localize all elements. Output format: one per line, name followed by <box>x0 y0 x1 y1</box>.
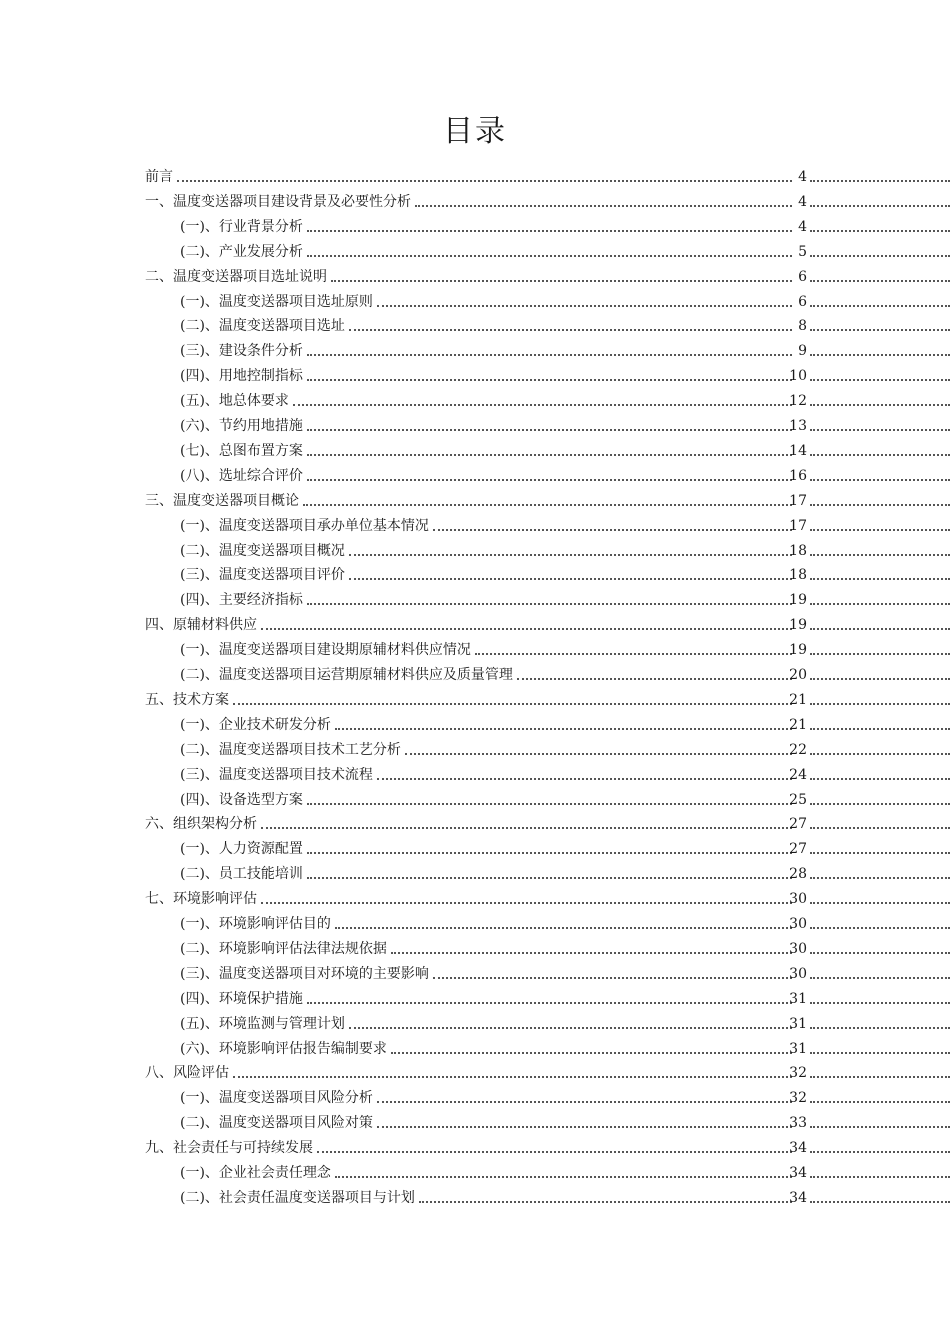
toc-entry[interactable] <box>0 837 950 862</box>
toc-entry-page-number: 9 <box>798 343 807 360</box>
toc-entry-label: (二)、温度变送器项目技术工艺分析 <box>180 741 401 758</box>
toc-trailing-dots <box>810 788 950 805</box>
toc-leader-dots <box>391 1037 792 1054</box>
toc-trailing-dots <box>810 563 950 580</box>
toc-leader-dots <box>307 439 792 456</box>
toc-leader-dots <box>433 514 792 531</box>
toc-entry[interactable] <box>0 688 950 713</box>
toc-entry-label: (二)、员工技能培训 <box>180 866 303 883</box>
toc-trailing-dots <box>810 314 950 331</box>
toc-entry-page-number: 4 <box>798 218 807 235</box>
toc-entry-page-number: 34 <box>789 1165 807 1181</box>
toc-trailing-dots <box>810 688 950 705</box>
toc-entry-label: (四)、设备选型方案 <box>180 791 303 808</box>
toc-leader-dots <box>349 314 792 331</box>
toc-entry-label: (二)、温度变送器项目概况 <box>180 542 345 559</box>
toc-entry[interactable] <box>0 987 950 1012</box>
toc-entry-label: (三)、温度变送器项目对环境的主要影响 <box>180 965 429 982</box>
toc-title: 目录 <box>443 114 507 149</box>
toc-entry[interactable] <box>0 414 950 439</box>
toc-entry[interactable] <box>0 539 950 564</box>
toc-entry[interactable] <box>0 713 950 738</box>
toc-trailing-dots <box>810 240 950 257</box>
toc-leader-dots <box>307 364 792 381</box>
toc-trailing-dots <box>810 862 950 879</box>
toc-entry-label: (四)、环境保护措施 <box>180 990 303 1007</box>
toc-trailing-dots <box>810 962 950 979</box>
toc-entry-page-number: 4 <box>798 193 807 210</box>
toc-entry[interactable] <box>0 763 950 788</box>
toc-trailing-dots <box>810 165 950 182</box>
toc-entry-page-number: 33 <box>789 1115 807 1132</box>
toc-entry-page-number: 32 <box>789 1065 807 1082</box>
toc-trailing-dots <box>810 1037 950 1054</box>
toc-entry-label: 二、温度变送器项目选址说明 <box>145 268 327 285</box>
toc-entry-page-number: 8 <box>798 318 807 335</box>
toc-entry[interactable] <box>0 489 950 514</box>
toc-trailing-dots <box>810 937 950 954</box>
toc-leader-dots <box>307 987 792 1004</box>
toc-trailing-dots <box>810 588 950 605</box>
toc-trailing-dots <box>810 215 950 232</box>
toc-entry[interactable] <box>0 812 950 837</box>
toc-entry-label: (二)、温度变送器项目风险对策 <box>180 1115 373 1132</box>
toc-leader-dots <box>377 1086 792 1103</box>
toc-leader-dots <box>517 663 792 680</box>
toc-entry-label: (六)、节约用地措施 <box>180 418 303 434</box>
toc-trailing-dots <box>810 514 950 531</box>
toc-trailing-dots <box>810 339 950 356</box>
toc-entry[interactable] <box>0 1037 950 1062</box>
toc-entry-page-number: 22 <box>789 741 807 758</box>
toc-leader-dots <box>293 389 792 406</box>
toc-entry-page-number: 6 <box>798 293 807 310</box>
toc-entry-label: (二)、产业发展分析 <box>180 243 303 260</box>
toc-entry-page-number: 30 <box>789 965 807 982</box>
toc-leader-dots <box>335 713 792 730</box>
toc-trailing-dots <box>810 638 950 655</box>
toc-entry-page-number: 20 <box>789 667 807 683</box>
toc-trailing-dots <box>810 837 950 854</box>
toc-entry-page-number: 24 <box>789 766 807 783</box>
toc-trailing-dots <box>810 1161 950 1178</box>
toc-trailing-dots <box>810 539 950 556</box>
toc-entry[interactable] <box>0 663 950 688</box>
toc-leader-dots <box>415 190 792 207</box>
toc-leader-dots <box>233 688 792 705</box>
toc-entry-label: (一)、企业技术研发分析 <box>180 716 331 733</box>
toc-entry[interactable] <box>0 563 950 588</box>
toc-entry[interactable] <box>0 215 950 240</box>
toc-trailing-dots <box>810 887 950 904</box>
toc-entry-page-number: 34 <box>789 1140 807 1157</box>
toc-leader-dots <box>331 265 792 282</box>
toc-leader-dots <box>261 613 792 630</box>
toc-entry[interactable] <box>0 389 950 414</box>
toc-leader-dots <box>317 1136 792 1153</box>
toc-leader-dots <box>261 887 792 904</box>
toc-entry[interactable] <box>0 1086 950 1111</box>
toc-entry[interactable] <box>0 638 950 663</box>
toc-entry[interactable] <box>0 1111 950 1136</box>
toc-entry-label: (一)、温度变送器项目承办单位基本情况 <box>180 517 429 534</box>
toc-entry-label: (三)、温度变送器项目技术流程 <box>180 766 373 783</box>
toc-entry-label: (一)、环境影响评估目的 <box>180 916 331 932</box>
toc-trailing-dots <box>810 1186 950 1203</box>
toc-trailing-dots <box>810 389 950 406</box>
toc-entry[interactable] <box>0 265 950 290</box>
toc-entry-page-number: 18 <box>789 542 807 559</box>
toc-leader-dots <box>405 738 792 755</box>
toc-entry-page-number: 19 <box>789 642 807 659</box>
toc-leader-dots <box>307 215 792 232</box>
toc-leader-dots <box>307 464 792 481</box>
toc-trailing-dots <box>810 738 950 755</box>
toc-entry-label: (一)、温度变送器项目风险分析 <box>180 1090 373 1107</box>
toc-trailing-dots <box>810 1061 950 1078</box>
toc-leader-dots <box>335 1161 792 1178</box>
toc-entry-page-number: 30 <box>789 940 807 957</box>
toc-entry[interactable] <box>0 514 950 539</box>
toc-entry-page-number: 31 <box>789 1040 807 1057</box>
toc-entry-label: 一、温度变送器项目建设背景及必要性分析 <box>145 193 411 210</box>
toc-entry-label: (五)、环境监测与管理计划 <box>180 1015 345 1032</box>
toc-trailing-dots <box>810 190 950 207</box>
toc-entry-page-number: 28 <box>789 866 807 883</box>
toc-leader-dots <box>307 862 792 879</box>
toc-leader-dots <box>377 290 792 307</box>
toc-entry[interactable] <box>0 1012 950 1037</box>
toc-entry-label: 九、社会责任与可持续发展 <box>145 1140 313 1157</box>
toc-trailing-dots <box>810 812 950 829</box>
toc-entry-label: 七、环境影响评估 <box>145 891 257 908</box>
toc-leader-dots <box>307 788 792 805</box>
toc-entry-page-number: 6 <box>798 268 807 285</box>
toc-entry-page-number: 21 <box>789 691 807 708</box>
toc-trailing-dots <box>810 1136 950 1153</box>
toc-leader-dots <box>307 588 792 605</box>
toc-entry[interactable] <box>0 1136 950 1161</box>
toc-entry-page-number: 14 <box>789 442 807 459</box>
toc-trailing-dots <box>810 1086 950 1103</box>
toc-leader-dots <box>307 240 792 257</box>
toc-trailing-dots <box>810 290 950 307</box>
toc-entry-label: (三)、温度变送器项目评价 <box>180 567 345 584</box>
toc-trailing-dots <box>810 265 950 282</box>
toc-entry-label: 八、风险评估 <box>145 1065 229 1082</box>
toc-entry[interactable] <box>0 738 950 763</box>
toc-entry[interactable] <box>0 439 950 464</box>
toc-entry[interactable] <box>0 1186 950 1211</box>
toc-entry[interactable] <box>0 962 950 987</box>
toc-entry-page-number: 25 <box>789 791 807 808</box>
toc-entry-label: (一)、人力资源配置 <box>180 841 303 858</box>
toc-leader-dots <box>391 937 792 954</box>
toc-entry-label: (二)、温度变送器项目选址 <box>180 318 345 335</box>
toc-leader-dots <box>419 1186 792 1203</box>
toc-leader-dots <box>177 165 792 182</box>
toc-leader-dots <box>433 962 792 979</box>
toc-trailing-dots <box>810 489 950 506</box>
toc-entry[interactable] <box>0 464 950 489</box>
toc-entry-page-number: 31 <box>789 1015 807 1032</box>
toc-entry-page-number: 34 <box>789 1189 807 1206</box>
toc-leader-dots <box>377 1111 792 1128</box>
toc-entry-label: 三、温度变送器项目概论 <box>145 492 299 509</box>
toc-entry-page-number: 13 <box>789 418 807 434</box>
toc-entry[interactable] <box>0 314 950 339</box>
toc-entry[interactable] <box>0 912 950 937</box>
toc-entry-label: (三)、建设条件分析 <box>180 343 303 360</box>
toc-entry-label: (一)、温度变送器项目选址原则 <box>180 293 373 310</box>
toc-entry[interactable] <box>0 290 950 315</box>
toc-leader-dots <box>349 1012 792 1029</box>
toc-leader-dots <box>303 489 792 506</box>
toc-entry[interactable] <box>0 165 950 190</box>
toc-entry[interactable] <box>0 364 950 389</box>
toc-entry[interactable] <box>0 887 950 912</box>
toc-entry-page-number: 19 <box>789 592 807 609</box>
toc-trailing-dots <box>810 1012 950 1029</box>
toc-entry-label: (五)、地总体要求 <box>180 393 289 410</box>
toc-leader-dots <box>233 1061 792 1078</box>
toc-entry-page-number: 18 <box>789 567 807 584</box>
toc-trailing-dots <box>810 763 950 780</box>
toc-entry-label: (七)、总图布置方案 <box>180 442 303 459</box>
toc-entry[interactable] <box>0 937 950 962</box>
toc-entry-page-number: 27 <box>789 841 807 858</box>
toc-entry[interactable] <box>0 613 950 638</box>
toc-leader-dots <box>307 414 792 431</box>
toc-entry-page-number: 32 <box>789 1090 807 1107</box>
toc-entry[interactable] <box>0 788 950 813</box>
toc-entry-label: (二)、社会责任温度变送器项目与计划 <box>180 1189 415 1206</box>
toc-trailing-dots <box>810 613 950 630</box>
toc-entry[interactable] <box>0 1061 950 1086</box>
toc-entry[interactable] <box>0 339 950 364</box>
toc-entry[interactable] <box>0 1161 950 1186</box>
toc-entry[interactable] <box>0 588 950 613</box>
toc-trailing-dots <box>810 364 950 381</box>
toc-entry-page-number: 5 <box>798 243 807 260</box>
toc-leader-dots <box>349 563 792 580</box>
toc-entry[interactable] <box>0 862 950 887</box>
toc-entry-page-number: 19 <box>789 617 807 634</box>
toc-entry-page-number: 16 <box>789 467 807 484</box>
toc-entry-label: 六、组织架构分析 <box>145 816 257 833</box>
toc-trailing-dots <box>810 464 950 481</box>
toc-entry-label: (四)、用地控制指标 <box>180 368 303 385</box>
toc-entry-page-number: 17 <box>789 492 807 509</box>
toc-leader-dots <box>349 539 792 556</box>
toc-leader-dots <box>307 339 792 356</box>
toc-trailing-dots <box>810 1111 950 1128</box>
toc-trailing-dots <box>810 987 950 1004</box>
toc-trailing-dots <box>810 663 950 680</box>
toc-trailing-dots <box>810 439 950 456</box>
toc-trailing-dots <box>810 713 950 730</box>
toc-entry[interactable] <box>0 190 950 215</box>
toc-entry-page-number: 21 <box>789 716 807 733</box>
toc-leader-dots <box>261 812 792 829</box>
toc-entry-label: 五、技术方案 <box>145 691 229 708</box>
toc-entry-page-number: 30 <box>789 891 807 908</box>
toc-entry-page-number: 17 <box>789 517 807 534</box>
toc-entry-label: 四、原辅材料供应 <box>145 617 257 634</box>
toc-entry-page-number: 27 <box>789 816 807 833</box>
toc-entry-label: (二)、环境影响评估法律法规依据 <box>180 940 387 957</box>
toc-entry-label: 前言 <box>145 169 173 185</box>
toc-leader-dots <box>335 912 792 929</box>
toc-entry-label: (八)、选址综合评价 <box>180 467 303 484</box>
toc-leader-dots <box>475 638 792 655</box>
toc-trailing-dots <box>810 414 950 431</box>
toc-entry-page-number: 31 <box>789 990 807 1007</box>
toc-leader-dots <box>307 837 792 854</box>
toc-entry-label: (一)、企业社会责任理念 <box>180 1165 331 1181</box>
toc-entry[interactable] <box>0 240 950 265</box>
toc-leader-dots <box>377 763 792 780</box>
toc-entry-page-number: 30 <box>789 916 807 932</box>
toc-entry-label: (一)、温度变送器项目建设期原辅材料供应情况 <box>180 642 471 659</box>
toc-entry-label: (六)、环境影响评估报告编制要求 <box>180 1040 387 1057</box>
toc-entry-label: (二)、温度变送器项目运营期原辅材料供应及质量管理 <box>180 667 513 683</box>
toc-entry-page-number: 10 <box>789 368 807 385</box>
toc-trailing-dots <box>810 912 950 929</box>
toc-entry-label: (一)、行业背景分析 <box>180 218 303 235</box>
toc-entry-page-number: 4 <box>798 169 807 185</box>
toc-entry-label: (四)、主要经济指标 <box>180 592 303 609</box>
toc-entry-page-number: 12 <box>789 393 807 410</box>
